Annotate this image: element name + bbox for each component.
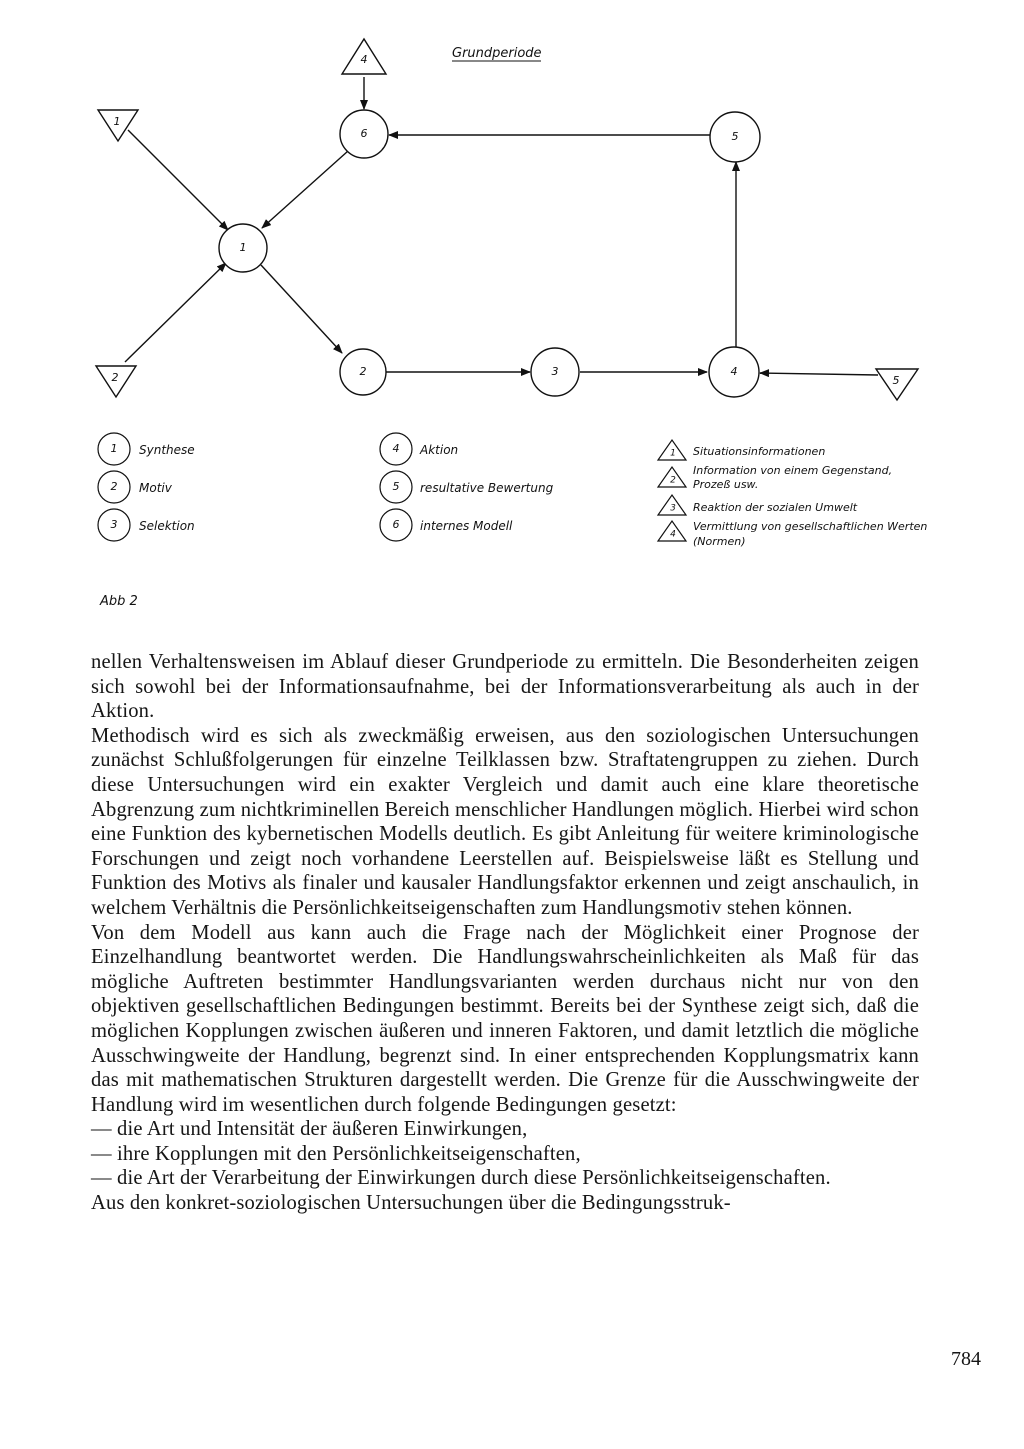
legend-motiv: Motiv — [139, 481, 172, 495]
legend-vermittlung-line1: Vermittlung von gesellschaftlichen Werten — [693, 520, 928, 533]
edge-input1-to-node1 — [128, 130, 228, 230]
edge-node1-to-node2 — [261, 265, 342, 353]
legend-aktion: Aktion — [420, 443, 459, 457]
legend-reaktion: Reaktion der sozialen Umwelt — [693, 501, 858, 514]
legend-internes-modell: internes Modell — [420, 519, 513, 533]
svg-text:3: 3 — [670, 503, 676, 514]
legend-triangles — [658, 440, 927, 548]
input-2-label: 2 — [111, 371, 119, 384]
node-3-label: 3 — [551, 365, 559, 378]
legend-circles — [98, 433, 554, 541]
grundperiode-diagram — [0, 0, 1024, 620]
node-2-label: 2 — [359, 365, 367, 378]
legend-situationsinformationen: Situationsinformationen — [693, 445, 826, 458]
node-5-label: 5 — [731, 130, 739, 143]
figure-label: Abb 2 — [100, 594, 138, 609]
legend-resultative-bewertung: resultative Bewertung — [420, 481, 554, 495]
edge-input2-to-node1 — [125, 263, 226, 362]
list-item: — die Art und Intensität der äußeren Einwirkungen, — [91, 1118, 528, 1141]
svg-text:1: 1 — [110, 442, 118, 455]
diagram-title: Grundperiode — [452, 46, 542, 61]
paragraph-1: nellen Verhaltensweisen im Ablauf dieser Grundperiode zu ermitteln. Die Besonderheiten zeigen sich sowohl bei der Informationsaufnahme, bei der Informationsverarbeitung als auch in der Aktion. — [91, 651, 919, 723]
paragraph-4: Aus den konkret-soziologischen Untersuchungen über die Bedingungsstruk- — [91, 1192, 731, 1215]
legend-information-line2: Prozeß usw. — [693, 478, 759, 491]
legend-vermittlung-line2: (Normen) — [693, 535, 746, 548]
svg-text:1: 1 — [670, 448, 676, 459]
svg-text:3: 3 — [110, 518, 118, 531]
edge-node6-to-node1 — [262, 151, 348, 228]
svg-text:2: 2 — [110, 480, 118, 493]
page-number: 784 — [951, 1348, 981, 1370]
list-item: — die Art der Verarbeitung der Einwirkungen durch diese Persönlichkeitseigenschaften. — [91, 1167, 831, 1190]
body-text — [91, 650, 919, 1216]
svg-text:2: 2 — [670, 475, 676, 486]
input-4-label: 4 — [360, 53, 368, 66]
svg-text:4: 4 — [670, 529, 676, 540]
svg-text:6: 6 — [392, 518, 400, 531]
legend-selektion: Selektion — [139, 519, 195, 533]
node-6-label: 6 — [360, 127, 368, 140]
list-item: — ihre Kopplungen mit den Persönlichkeitseigenschaften, — [91, 1142, 581, 1165]
input-1-label: 1 — [113, 115, 121, 128]
input-5-label: 5 — [892, 374, 900, 387]
node-4-label: 4 — [730, 365, 738, 378]
legend-synthese: Synthese — [139, 443, 195, 457]
legend-information-line1: Information von einem Gegenstand, — [693, 464, 893, 477]
node-1-label: 1 — [239, 241, 247, 254]
svg-text:5: 5 — [392, 480, 400, 493]
edge-input5-to-node4 — [760, 373, 878, 375]
paragraph-3: Von dem Modell aus kann auch die Frage nach der Möglichkeit einer Prognose der Einzelhandlung beantwortet werden. Die Handlungswahrscheinlichkeiten als Maß für das mögliche Auftreten bestimmter Handlungsvarianten werden durchaus nicht nur von den objektiven gesellschaftlichen Bedingungen bestimmt. Bereits bei der Synthese zeigt sich, daß die möglichen Kopplungen zwischen äußeren und inneren Faktoren, und damit letztlich die mögliche Ausschwingweite der Handlung, begrenzt sind. In einer entsprechenden Kopplungsmatrix kann das mit mathematischen Strukturen dargestellt werden. Die Grenze für die Ausschwingweite der Handlung wird im wesentlichen durch folgende Bedingungen gesetzt: — [91, 921, 919, 1116]
svg-text:4: 4 — [392, 442, 400, 455]
paragraph-2: Methodisch wird es sich als zweckmäßig erweisen, aus den soziologischen Untersuchungen zunächst Schlußfolgerungen für einzelne Teilklassen bzw. Straftatengruppen zu ziehen. Durch diese Untersuchungen wird ein exakter Vergleich und damit auch eine klare theoretische Abgrenzung zum nichtkriminellen Bereich menschlicher Handlungen möglich. Hierbei wird schon eine Funktion des kybernetischen Modells deutlich. Es gibt Anleitung für weitere kriminologische Forschungen und zeigt noch vorhandene Leerstellen auf. Beispielsweise läßt es Stellung und Funktion des Motivs als finaler und kausaler Handlungsfaktor erkennen und zeigt anschaulich, in welchem Verhältnis die Persönlichkeitseigenschaften zum Handlungsmotiv stehen können. — [91, 724, 920, 919]
